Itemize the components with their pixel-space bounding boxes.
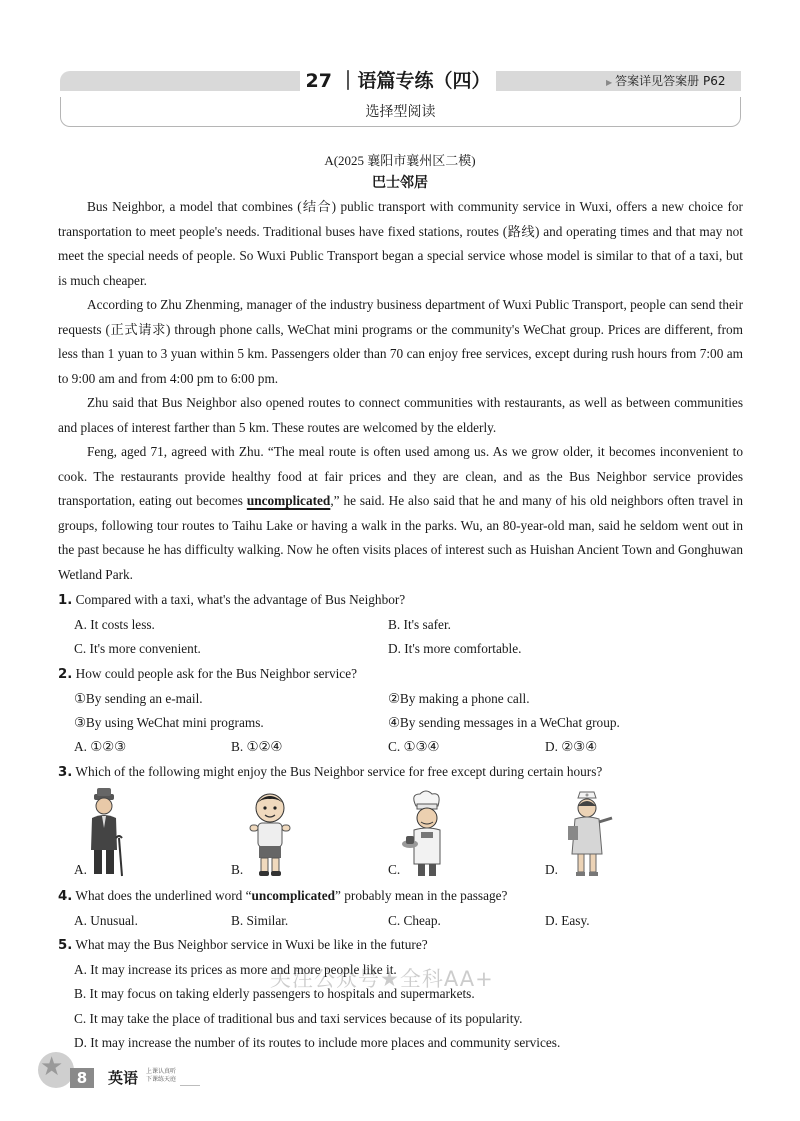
passage-title: 巴士邻居 (372, 175, 428, 191)
q5-option-a[interactable]: A. It may increase its prices as more and more people like it. (74, 962, 397, 977)
paragraph-3: Zhu said that Bus Neighbor also opened routes to connect communities with restaurants, as well as between communities and places of interest farther than 5 km. These routes are welcomed by the elderly. (58, 395, 743, 435)
q2-statement-2: ②By making a phone call. (388, 691, 530, 706)
q3-option-b[interactable]: B. (231, 862, 244, 877)
q4-option-a[interactable]: A. Unusual. (74, 913, 138, 928)
page-number: 8 (70, 1068, 94, 1088)
q5-option-c[interactable]: C. It may take the place of traditional bus and taxi services because of its popularity. (74, 1011, 523, 1026)
q2-statement-3: ③By using WeChat mini programs. (74, 715, 264, 730)
paragraph-2: According to Zhu Zhenming, manager of the industry business department of Wuxi Public Transport, people can send their requests (正式请求) through phone calls, WeChat mini programs or the community's WeChat group. Prices are different, from less than 1 yuan to 3 yuan within 5 km. Passengers older than 70 can enjoy free services, except during rush hours from 7:00 am to 9:00 am and from 4:00 pm to 6:00 pm. (58, 297, 743, 386)
question-4: 4. What does the underlined word “uncomplicated” probably mean in the passage? (58, 888, 508, 904)
nurse-image[interactable] (560, 788, 616, 878)
q1-option-a[interactable]: A. It costs less. (74, 617, 155, 632)
chef-image[interactable] (400, 788, 456, 878)
q1-option-d[interactable]: D. It's more comfortable. (388, 641, 522, 656)
star-icon: ★ (40, 1052, 64, 1081)
answer-reference: ▶ 答案详见答案册 P62 (606, 74, 726, 88)
q5-option-b[interactable]: B. It may focus on taking elderly passengers to hospitals and supermarkets. (74, 986, 475, 1001)
old-man-image[interactable] (82, 788, 127, 878)
passage-body (58, 195, 743, 587)
paragraph-4: Feng, aged 71, agreed with Zhu. “The meal route is often used among us. As we grow older, it becomes inconvenient to cook. The restaurants provide healthy food at fair prices and they are clean, and as the Bus Neighbor service provides transportation, eating out becomes uncomplicated,” he said. He also said that he and many of his old neighbors often travel in groups, following tour routes to Taihu Lake or having a walk in the parks. Wu, an 80-year-old man, said he seldom went out in the past because he has difficulty walking. Now he often visits places of interest such as Huishan Ancient Town and Gonghuwan Wetland Park. (58, 444, 743, 582)
q4-option-c[interactable]: C. Cheap. (388, 913, 441, 928)
footer-divider (180, 1085, 200, 1086)
q2-option-c[interactable]: C. ①③④ (388, 739, 440, 754)
question-5: 5. What may the Bus Neighbor service in Wuxi be like in the future? (58, 937, 428, 953)
q3-option-a[interactable]: A. (74, 862, 87, 877)
q2-statement-4: ④By sending messages in a WeChat group. (388, 715, 620, 730)
q2-option-b[interactable]: B. ①②④ (231, 739, 283, 754)
underlined-word: uncomplicated (246, 493, 331, 508)
question-1: 1. Compared with a taxi, what's the advantage of Bus Neighbor? (58, 592, 406, 608)
subject-label: 英语 (108, 1069, 139, 1087)
paragraph-1: Bus Neighbor, a model that combines (结合) public transport with community service in Wuxi, offers a new choice for transportation to meet people's needs. Traditional buses have fixed stations, routes (路线) and operating times and that may not meet the special needs of people. So Wuxi Public Transport began a special service whose model is similar to that of a taxi, but is much cheaper. (58, 199, 743, 288)
footer-slogan: 上课认真听 下课练天庭 (146, 1068, 177, 1083)
q3-option-d[interactable]: D. (545, 862, 558, 877)
passage-source: A(2025 襄阳市襄州区二模) (324, 153, 476, 168)
q2-option-d[interactable]: D. ②③④ (545, 739, 598, 754)
q5-option-d[interactable]: D. It may increase the number of its routes to include more places and community services. (74, 1035, 561, 1050)
question-2: 2. How could people ask for the Bus Neighbor service? (58, 666, 358, 682)
q1-option-c[interactable]: C. It's more convenient. (74, 641, 201, 656)
watermark: 关注公众号★全科AA+ (270, 967, 494, 991)
section-label: 选择型阅读 (60, 97, 741, 127)
q2-option-a[interactable]: A. ①②③ (74, 739, 127, 754)
q4-keyword: uncomplicated (251, 888, 336, 903)
page-title: 27 ｜语篇专练（四） (300, 64, 496, 98)
q2-statement-1: ①By sending an e-mail. (74, 691, 203, 706)
q4-option-b[interactable]: B. Similar. (231, 913, 289, 928)
question-3: 3. Which of the following might enjoy the Bus Neighbor service for free except during certain hours? (58, 764, 603, 780)
q3-option-c[interactable]: C. (388, 862, 401, 877)
q4-option-d[interactable]: D. Easy. (545, 913, 590, 928)
triangle-icon: ▶ (606, 78, 613, 87)
student-boy-image[interactable] (244, 788, 296, 878)
q1-option-b[interactable]: B. It's safer. (388, 617, 451, 632)
